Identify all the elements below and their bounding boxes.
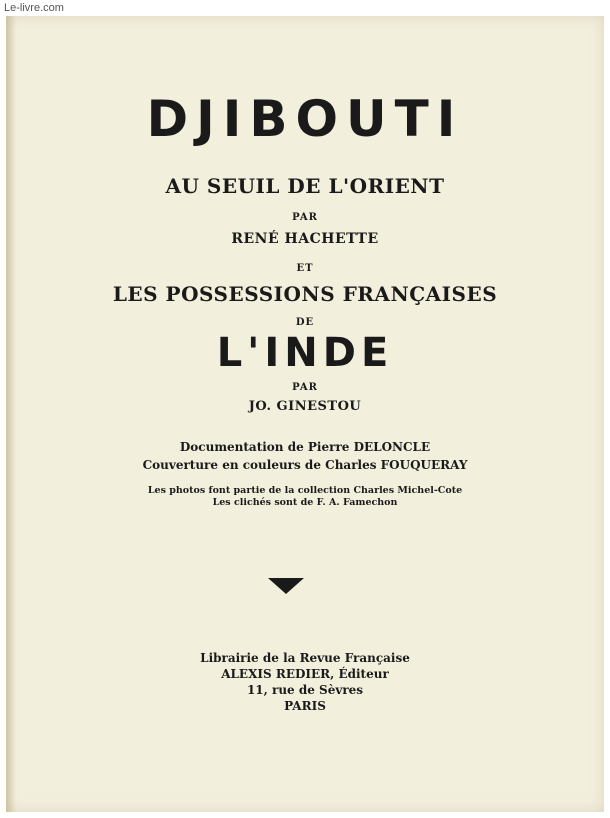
cliches-credit: Les clichés sont de F. A. Famechon xyxy=(212,497,398,508)
author-2: JO. GINESTOU xyxy=(248,399,362,414)
author-1: RENÉ HACHETTE xyxy=(231,231,379,247)
documentation-credit: Documentation de Pierre DELONCLE xyxy=(179,440,431,454)
publisher-line-4: PARIS xyxy=(284,699,326,713)
publisher-line-2: ALEXIS REDIER, Éditeur xyxy=(221,667,389,681)
triangle-down-ornament-icon xyxy=(268,578,304,594)
par-label-1: PAR xyxy=(292,212,318,223)
second-subtitle: LES POSSESSIONS FRANÇAISES xyxy=(112,282,498,306)
par-label-2: PAR xyxy=(292,382,318,393)
watermark: Le-livre.com xyxy=(4,2,64,14)
book-subtitle: AU SEUIL DE L'ORIENT xyxy=(165,174,445,198)
cover-credit: Couverture en couleurs de Charles FOUQUERAY xyxy=(142,458,468,472)
second-title: L'INDE xyxy=(216,330,394,376)
et-label: ET xyxy=(296,263,314,274)
title-page xyxy=(6,16,604,812)
publisher-line-1: Librairie de la Revue Française xyxy=(200,651,410,665)
book-title: DJIBOUTI xyxy=(146,90,464,148)
de-label: DE xyxy=(295,317,315,328)
photos-credit: Les photos font partie de la collection Charles Michel-Cote xyxy=(147,485,463,496)
publisher-line-3: 11, rue de Sèvres xyxy=(246,683,364,697)
